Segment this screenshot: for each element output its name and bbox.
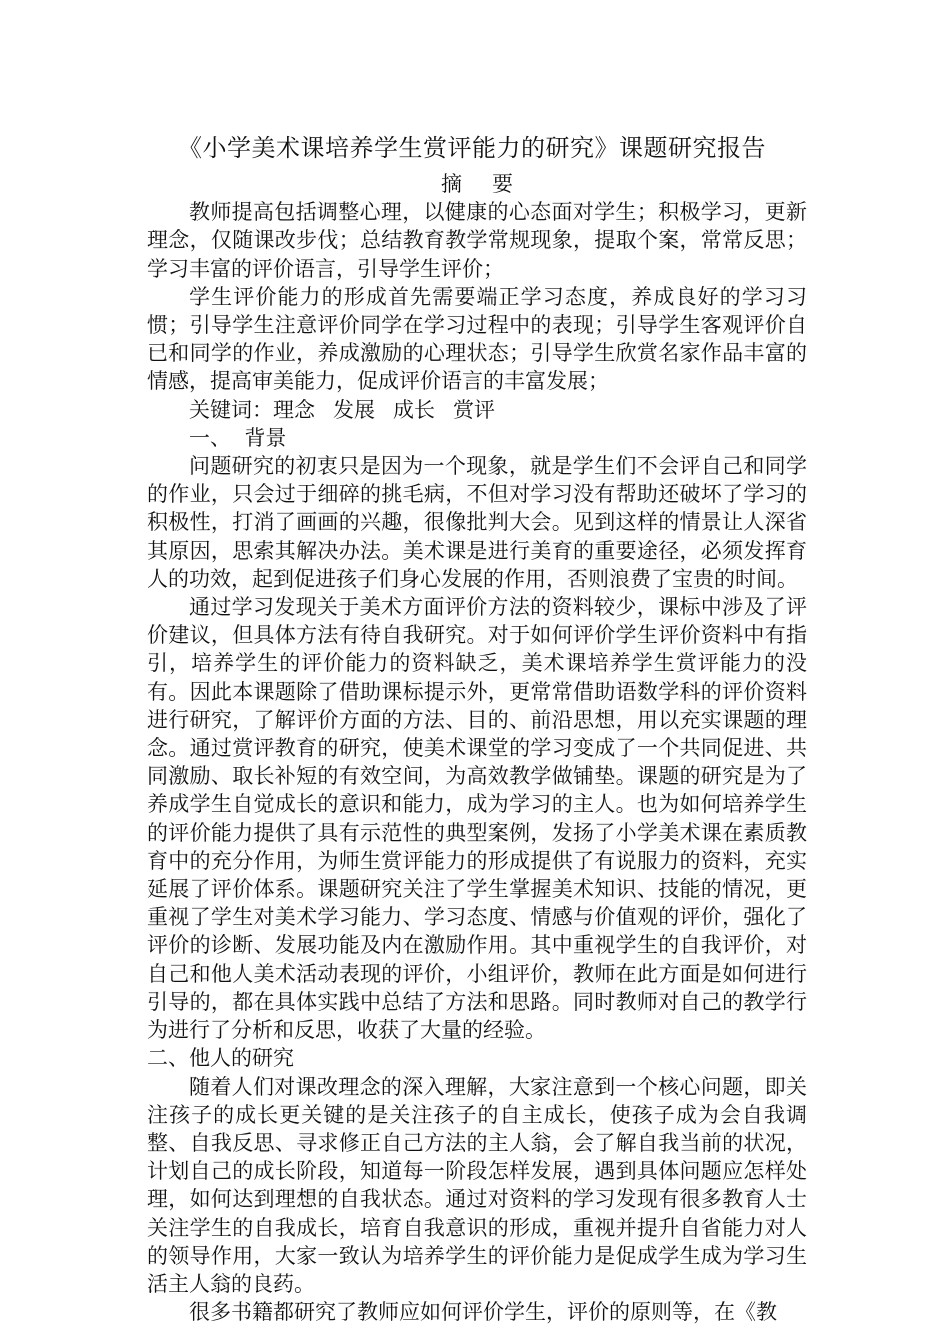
background-paragraph-1: 问题研究的初衷只是因为一个现象，就是学生们不会评自己和同学的作业，只会过于细碎的挑毛病，不但对学习没有帮助还破坏了学习的积极性，打消了画画的兴趣，很像批判大会。见到这样的情景让人深省其原因，思索其解决办法。美术课是进行美育的重要途径，必须发挥育人的功效，起到促进孩子们身心发展的作用，否则浪费了宝贵的时间。: [147, 454, 807, 591]
document-body: [147, 128, 807, 1326]
document-title: 《小学美术课培养学生赏评能力的研究》课题研究报告: [178, 134, 766, 162]
others-research-paragraph-1: 随着人们对课改理念的深入理解，大家注意到一个核心问题，即关注孩子的成长更关键的是关注孩子的自主成长，使孩子成为会自我调整、自我反思、寻求修正自己方法的主人翁，会了解自我当前的状况，计划自己的成长阶段，知道每一阶段怎样发展，遇到具体问题应怎样处理，如何达到理想的自我状态。通过对资料的学习发现有很多教育人士关注学生的自我成长，培育自我意识的形成，重视并提升自省能力对人的领导作用，大家一致认为培养学生的评价能力是促成学生成为学习生活主人翁的良药。: [147, 1074, 807, 1296]
others-research-paragraph-2: 很多书籍都研究了教师应如何评价学生，评价的原则等，在《教: [189, 1300, 777, 1325]
section-heading-others-research: 二、他人的研究: [147, 1046, 294, 1071]
section-heading-background: 一、 背景: [189, 425, 287, 450]
keyword: 理念: [273, 397, 315, 422]
keyword: 赏评: [453, 397, 495, 422]
keyword: 成长: [393, 397, 435, 422]
background-paragraph-2: 通过学习发现关于美术方面评价方法的资料较少，课标中涉及了评价建议，但具体方法有待自我研究。对于如何评价学生评价资料中有指引，培养学生的评价能力的资料缺乏，美术课培养学生赏评能力的没有。因此本课题除了借助课标提示外，更常常借助语数学科的评价资料进行研究，了解评价方面的方法、目的、前沿思想，用以充实课题的理念。通过赏评教育的研究，使美术课堂的学习变成了一个共同促进、共同激励、取长补短的有效空间，为高效教学做铺垫。课题的研究是为了养成学生自觉成长的意识和能力，成为学习的主人。也为如何培养学生的评价能力提供了具有示范性的典型案例，发扬了小学美术课在素质教育中的充分作用，为师生赏评能力的形成提供了有说服力的资料，充实延展了评价体系。课题研究关注了学生掌握美术知识、技能的情况，更重视了学生对美术学习能力、学习态度、情感与价值观的评价，强化了评价的诊断、发展功能及内在激励作用。其中重视学生的自我评价，对自己和他人美术活动表现的评价，小组评价，教师在此方面是如何进行引导的，都在具体实践中总结了方法和思路。同时教师对自己的教学行为进行了分析和反思，收获了大量的经验。: [147, 595, 807, 1043]
abstract-heading: 摘要: [441, 172, 543, 196]
keyword: 发展: [333, 397, 375, 422]
abstract-paragraph-2: 学生评价能力的形成首先需要端正学习态度，养成良好的学习习惯；引导学生注意评价同学在学习过程中的表现；引导学生客观评价自已和同学的作业，养成激励的心理状态；引导学生欣赏名家作品丰富的情感，提高审美能力，促成评价语言的丰富发展；: [147, 284, 807, 394]
keywords-label: 关键词：: [189, 397, 273, 422]
keywords-line: [147, 396, 807, 424]
abstract-paragraph-1: 教师提高包括调整心理，以健康的心态面对学生；积极学习，更新理念，仅随课改步伐；总结教育教学常规现象，提取个案，常常反思；学习丰富的评价语言，引导学生评价；: [147, 200, 807, 281]
